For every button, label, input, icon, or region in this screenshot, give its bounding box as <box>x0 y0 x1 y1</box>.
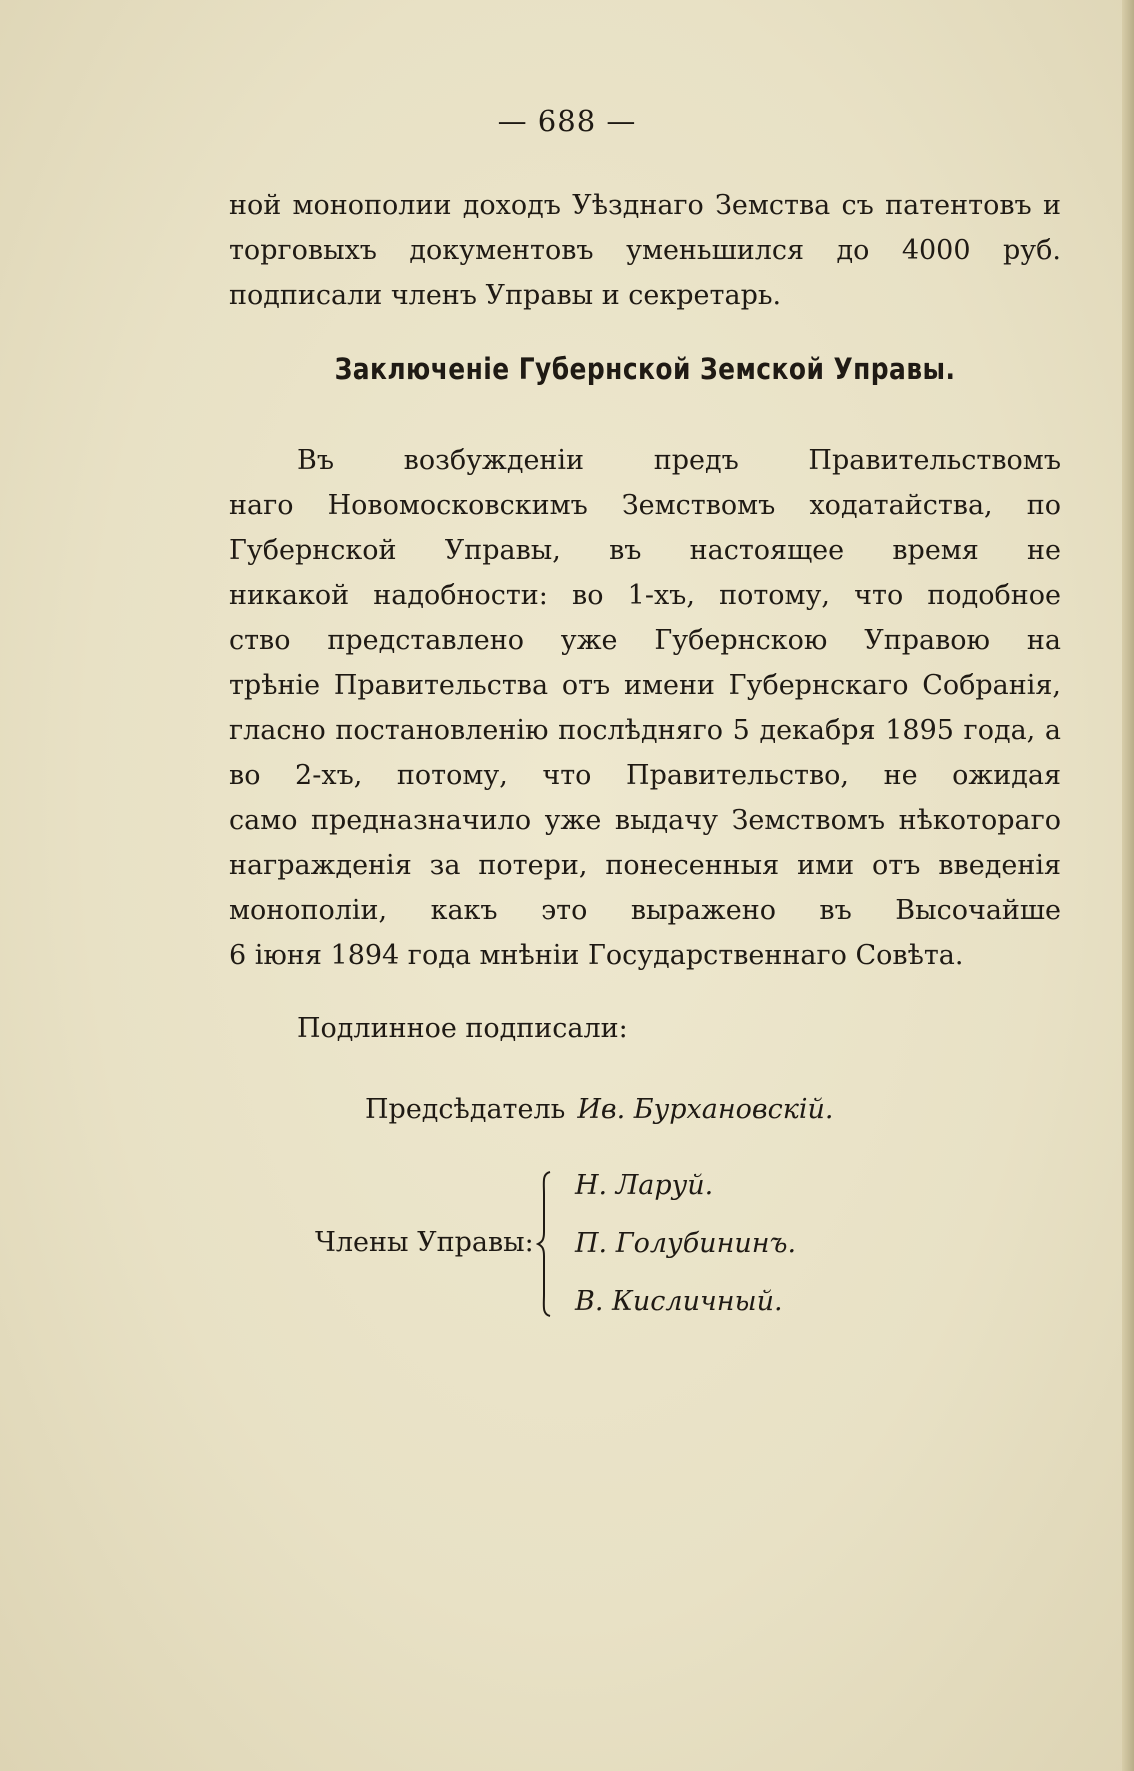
intro-line: подписали членъ Управы и секретарь. <box>229 280 782 311</box>
intro-line: торговыхъ документовъ уменьшился до 4000 руб. <box>229 235 1061 266</box>
section-heading: Заключеніе Губернской Земской Управы. <box>334 352 956 386</box>
body-line: Въ возбужденіи предъ Правительствомъ <box>297 445 1061 476</box>
body-line: гласно постановленію послѣдняго 5 декабря 1895 года, а <box>229 715 1061 746</box>
chairman-name: Ив. Бурхановскій. <box>577 1094 834 1125</box>
body-line: никакой надобности: во 1-хъ, потому, что подобное <box>229 580 1061 611</box>
body-line: монополіи, какъ это выражено въ Высочайше <box>229 895 1061 926</box>
body-line: во 2-хъ, потому, что Правительство, не ожидая <box>229 760 1061 791</box>
chairman-title: Предсѣдатель <box>365 1094 566 1125</box>
brace-icon <box>536 1170 554 1318</box>
body-line: трѣніе Правительства отъ имени Губернскаго Собранія, <box>229 670 1061 701</box>
page-number: — 688 — <box>497 104 637 138</box>
member-name: Н. Ларуй. <box>575 1170 714 1201</box>
signed-label: Подлинное подписали: <box>297 1013 628 1044</box>
conclusion-paragraph <box>229 438 1061 978</box>
chairman-signature <box>365 1094 833 1125</box>
body-line: наго Новомосковскимъ Земствомъ ходатайства, по <box>229 490 1061 521</box>
body-line: Губернской Управы, въ настоящее время не <box>229 535 1061 566</box>
members-label: Члены Управы: <box>315 1227 534 1258</box>
body-line: 6 іюня 1894 года мнѣніи Государственнаго Совѣта. <box>229 940 964 971</box>
body-line: само предназначило уже выдачу Земствомъ нѣкотораго <box>229 805 1061 836</box>
intro-line: ной монополии доходъ Уѣзднаго Земства съ патентовъ и <box>229 190 1061 221</box>
intro-paragraph <box>229 183 1061 318</box>
member-name: П. Голубининъ. <box>575 1228 797 1259</box>
member-name: В. Кисличный. <box>575 1286 783 1317</box>
body-line: ство представлено уже Губернскою Управою на <box>229 625 1061 656</box>
body-line: награжденія за потери, понесенныя ими отъ введенія <box>229 850 1061 881</box>
page-edge <box>1122 0 1134 1771</box>
